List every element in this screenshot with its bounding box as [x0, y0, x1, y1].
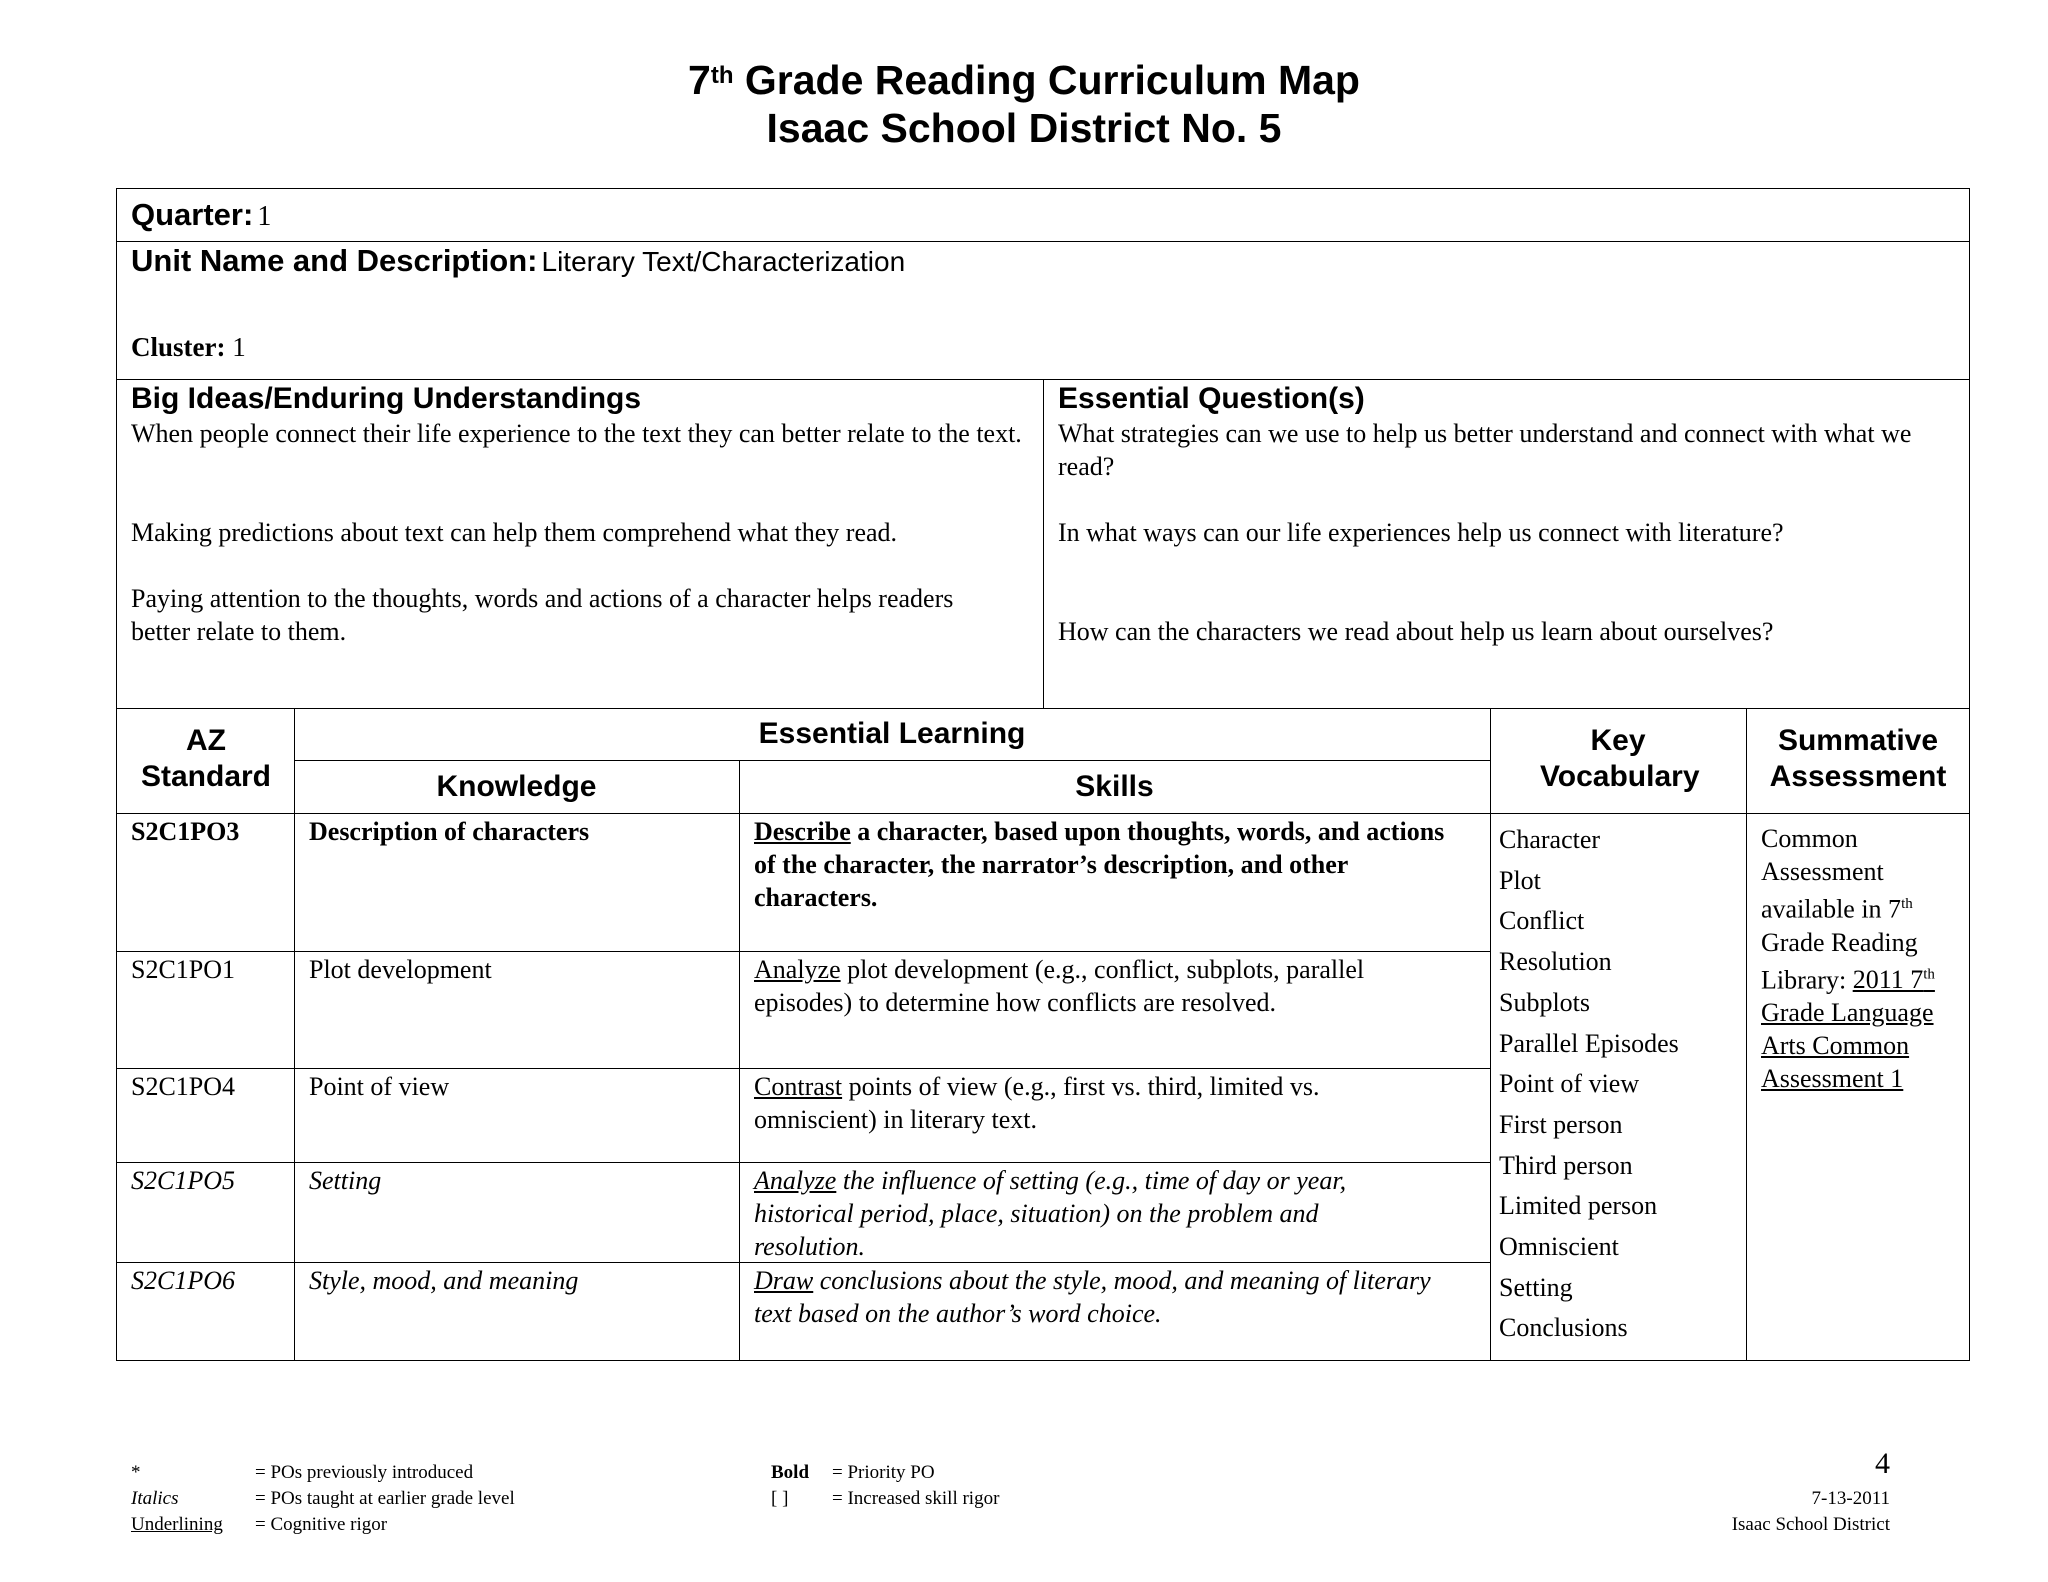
- essential-question-3: How can the characters we read about help us learn about ourselves?: [1058, 617, 1774, 646]
- essential-learning-header: Essential Learning: [758, 717, 1026, 750]
- vocab-item: Omniscient: [1499, 1232, 1619, 1262]
- cluster-row: [131, 330, 246, 364]
- skill-verb: Describe: [754, 817, 851, 846]
- divider: [1043, 379, 1044, 708]
- summative-assessment-text: [1761, 822, 1966, 1095]
- skill-text: the influence of setting (e.g., time of day or year, historical period, place, situation) on the problem and resolution.: [754, 1166, 1347, 1261]
- divider: [294, 760, 1490, 761]
- big-ideas-heading: Big Ideas/Enduring Understandings: [131, 382, 642, 415]
- cluster-value: 1: [232, 332, 246, 362]
- vocab-item: Limited person: [1499, 1191, 1658, 1221]
- footer-date: 7-13-2011: [1811, 1488, 1890, 1509]
- skill-verb: Analyze: [754, 955, 841, 984]
- assessment-link-text[interactable]: 2011 7: [1852, 965, 1924, 995]
- unit-value: Literary Text/Characterization: [541, 246, 906, 277]
- legend-bold-symbol: Bold: [771, 1462, 810, 1483]
- row-knowledge: Description of characters: [309, 817, 590, 846]
- vocab-item: Character: [1499, 825, 1601, 854]
- quarter-value: 1: [257, 201, 272, 232]
- big-ideas-text-1: When people connect their life experience to the text they can better relate to the text.: [131, 419, 1022, 448]
- divider: [1746, 708, 1747, 1361]
- skill-text: points of view (e.g., first vs. third, limited vs. omniscient) in literary text.: [754, 1072, 1320, 1134]
- assessment-text: Grade Reading Library:: [1761, 927, 1918, 995]
- cluster-label: Cluster:: [131, 332, 226, 362]
- legend-star-symbol: *: [131, 1462, 141, 1483]
- divider: [739, 760, 740, 1361]
- assessment-sup: th: [1901, 896, 1913, 912]
- row-knowledge: Setting: [309, 1166, 382, 1195]
- row-skill: [754, 815, 1464, 914]
- legend-bracket-symbol: [ ]: [771, 1488, 789, 1509]
- district-title: Isaac School District No. 5: [766, 105, 1282, 151]
- row-skill: [754, 1164, 1434, 1263]
- big-ideas-text-2: Making predictions about text can help them comprehend what they read.: [131, 518, 898, 547]
- row-standard: S2C1PO6: [131, 1266, 235, 1295]
- title-text: Grade Reading Curriculum Map: [733, 57, 1360, 103]
- legend-italics-desc: = POs taught at earlier grade level: [255, 1488, 515, 1509]
- knowledge-header: Knowledge: [436, 770, 597, 803]
- legend-star-desc: = POs previously introduced: [255, 1462, 474, 1483]
- row-knowledge: Style, mood, and meaning: [309, 1266, 579, 1295]
- quarter-label: Quarter:: [131, 197, 254, 232]
- key-vocabulary-list: [1499, 820, 1679, 1349]
- row-standard: S2C1PO5: [131, 1166, 235, 1195]
- essential-question-1: What strategies can we use to help us better understand and connect with what we read?: [1058, 419, 1912, 481]
- essential-question-2: In what ways can our life experiences help us connect with literature?: [1058, 518, 1784, 547]
- row-skill: [754, 1070, 1434, 1136]
- skill-text: a character, based upon thoughts, words, and actions of the character, the narrator’s description, and other characters.: [754, 817, 1445, 912]
- divider: [116, 813, 1970, 814]
- big-ideas-text-3: Paying attention to the thoughts, words and actions of a character helps readers better relate to them.: [131, 584, 954, 646]
- vocab-item: Conclusions: [1499, 1313, 1628, 1343]
- summative-assessment-header: Summative Assessment: [1769, 724, 1947, 793]
- skill-text: plot development (e.g., conflict, subplots, parallel episodes) to determine how conflicts are resolved.: [754, 955, 1365, 1017]
- page-number: 4: [1875, 1447, 1890, 1480]
- row-skill: [754, 1264, 1454, 1330]
- divider: [116, 708, 1970, 709]
- vocab-item: Plot: [1499, 865, 1541, 895]
- skills-header: Skills: [1075, 770, 1154, 803]
- legend-italics-symbol: Italics: [131, 1488, 179, 1509]
- vocab-item: Parallel Episodes: [1499, 1028, 1679, 1058]
- title-grade-number: 7: [688, 57, 711, 103]
- vocab-item: Setting: [1499, 1272, 1573, 1302]
- legend-underline-symbol: Underlining: [131, 1514, 223, 1535]
- assessment-text: Common Assessment available in 7: [1761, 824, 1902, 924]
- row-standard: S2C1PO1: [131, 955, 236, 984]
- vocab-item: Conflict: [1499, 906, 1585, 936]
- az-standard-header: AZ Standard: [140, 724, 272, 793]
- vocab-item: Resolution: [1499, 947, 1612, 977]
- assessment-link-sup[interactable]: th: [1923, 966, 1935, 983]
- vocab-item: First person: [1499, 1109, 1623, 1139]
- row-standard: S2C1PO3: [131, 817, 240, 846]
- legend-underline-desc: = Cognitive rigor: [255, 1514, 388, 1535]
- divider: [294, 708, 295, 1361]
- skill-verb: Draw: [754, 1266, 814, 1295]
- skill-verb: Analyze: [754, 1166, 837, 1195]
- assessment-link-text[interactable]: Grade Language Arts Common Assessment 1: [1761, 998, 1934, 1094]
- divider: [116, 951, 1490, 952]
- row-standard: S2C1PO4: [131, 1072, 236, 1101]
- unit-label: Unit Name and Description:: [131, 243, 538, 278]
- divider: [116, 241, 1970, 242]
- page-title: [0, 56, 2048, 104]
- divider: [1490, 708, 1491, 1361]
- essential-questions-heading: Essential Question(s): [1058, 382, 1365, 415]
- vocab-item: Subplots: [1499, 987, 1591, 1017]
- key-vocabulary-header: Key Vocabulary: [1540, 724, 1700, 793]
- vocab-item: Third person: [1499, 1150, 1633, 1180]
- vocab-item: Point of view: [1499, 1069, 1640, 1099]
- row-knowledge: Plot development: [309, 955, 492, 984]
- divider: [116, 1162, 1490, 1163]
- legend-bracket-desc: = Increased skill rigor: [832, 1488, 1000, 1509]
- unit-row: [131, 243, 905, 285]
- quarter-row: [131, 197, 271, 239]
- divider: [116, 1068, 1490, 1069]
- skill-text: conclusions about the style, mood, and meaning of literary text based on the author’s word choice.: [754, 1266, 1431, 1328]
- skill-verb: Contrast: [754, 1072, 843, 1101]
- footer-org: Isaac School District: [1731, 1514, 1890, 1535]
- row-knowledge: Point of view: [309, 1072, 450, 1101]
- legend-bold-desc: = Priority PO: [832, 1462, 935, 1483]
- row-skill: [754, 953, 1454, 1019]
- title-grade-suffix: th: [710, 62, 734, 89]
